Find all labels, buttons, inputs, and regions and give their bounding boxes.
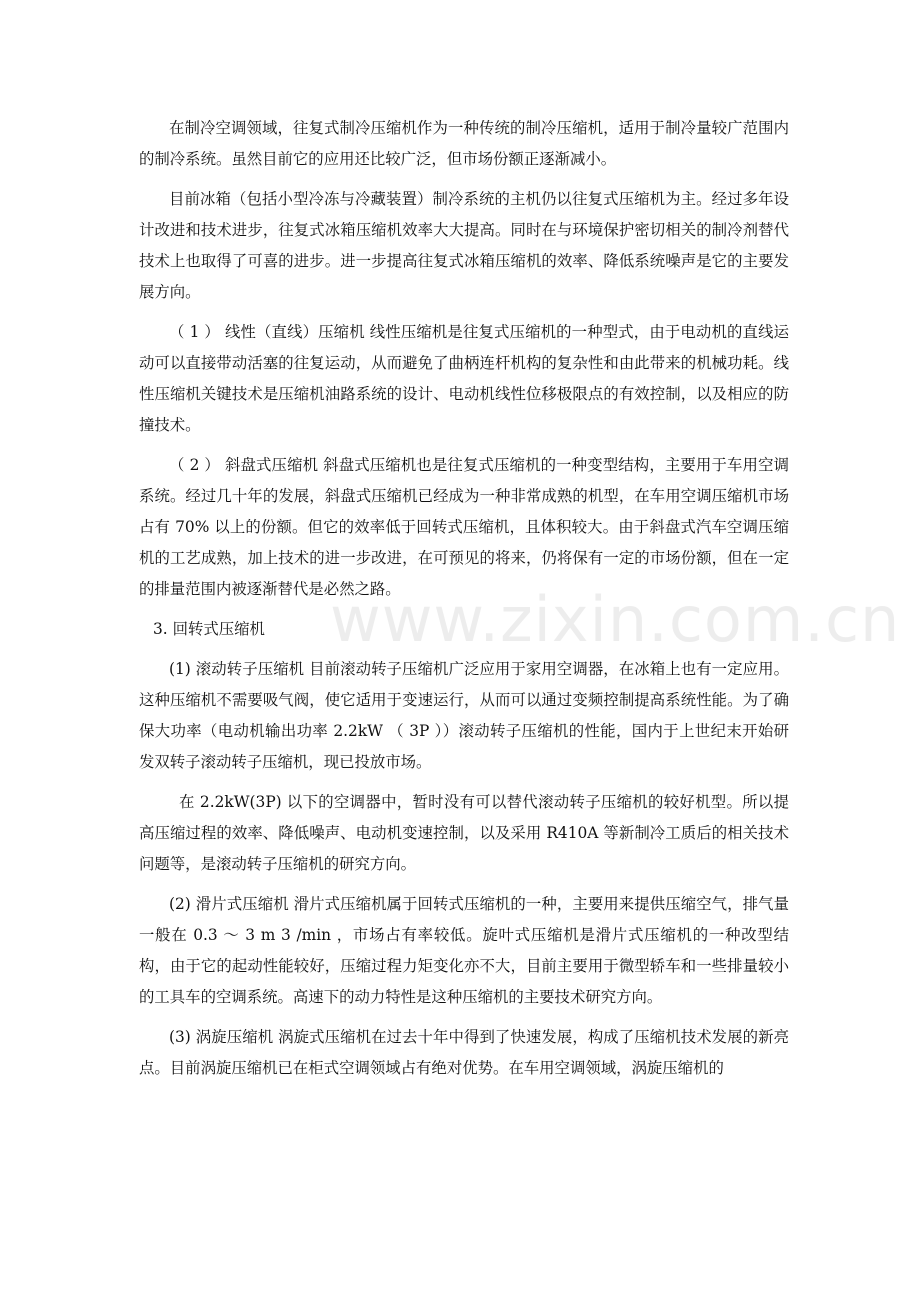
paragraph-linear-compressor: （ 1 ） 线性（直线）压缩机 线性压缩机是往复式压缩机的一种型式，由于电动机的直线运动可以直接带动活塞的往复运动，从而避免了曲柄连杆机构的复杂性和由此带来的机械功耗。线性压缩机关键技术是压缩机油路系统的设计、电动机线性位移极限点的有效控制，以及相应的防撞技术。 (139, 323, 789, 434)
document-body (139, 113, 789, 1093)
paragraph-refrigerator-compressor: 目前冰箱（包括小型冷冻与冷藏装置）制冷系统的主机仍以往复式压缩机为主。经过多年设计改进和技术进步，往复式冰箱压缩机效率大大提高。同时在与环境保护密切相关的制冷剂替代技术上也取得了可喜的进步。进一步提高往复式冰箱压缩机的效率、降低系统噪声是它的主要发展方向。 (139, 190, 789, 301)
paragraph-swash-plate-compressor: （ 2 ） 斜盘式压缩机 斜盘式压缩机也是往复式压缩机的一种变型结构，主要用于车用空调系统。经过几十年的发展，斜盘式压缩机已经成为一种非常成熟的机型，在车用空调压缩机市场占有 70% 以上的份额。但它的效率低于回转式压缩机，且体积较大。由于斜盘式汽车空调压缩机的工艺成熟，加上技术的进一步改进，在可预见的将来，仍将保有一定的市场份额，但在一定的排量范围内被逐渐替代是必然之路。 (139, 456, 789, 598)
paragraph-rolling-rotor-research: 在 2.2kW(3P) 以下的空调器中，暂时没有可以替代滚动转子压缩机的较好机型。所以提高压缩过程的效率、降低噪声、电动机变速控制，以及采用 R410A 等新制冷工质后的相关技术问题等，是滚动转子压缩机的研究方向。 (139, 793, 789, 873)
paragraph-rolling-rotor-compressor: (1) 滚动转子压缩机 目前滚动转子压缩机广泛应用于家用空调器，在冰箱上也有一定应用。这种压缩机不需要吸气阀，使它适用于变速运行，从而可以通过变频控制提高系统性能。为了确保大功率（电动机输出功率 2.2kW （ 3P ））滚动转子压缩机的性能，国内于上世纪末开始研发双转子滚动转子压缩机，现已投放市场。 (139, 660, 789, 771)
watermark: www.zixin.com.cn (330, 583, 901, 656)
paragraph-scroll-compressor: (3) 涡旋压缩机 涡旋式压缩机在过去十年中得到了快速发展，构成了压缩机技术发展的新亮点。目前涡旋压缩机已在柜式空调领域占有绝对优势。在车用空调领域，涡旋压缩机的 (139, 1028, 789, 1077)
paragraph-sliding-vane-compressor: (2) 滑片式压缩机 滑片式压缩机属于回转式压缩机的一种，主要用来提供压缩空气，排气量一般在 0.3 ～ 3 m 3 /min ，市场占有率较低。旋叶式压缩机是滑片式压缩机的一种改型结构，由于它的起动性能较好，压缩过程力矩变化亦不大，目前主要用于微型轿车和一些排量较小的工具车的空调系统。高速下的动力特性是这种压缩机的主要技术研究方向。 (139, 895, 789, 1006)
section-heading-rotary-compressor: 3. 回转式压缩机 (153, 620, 265, 638)
paragraph-reciprocating-intro: 在制冷空调领域，往复式制冷压缩机作为一种传统的制冷压缩机，适用于制冷量较广范围内的制冷系统。虽然目前它的应用还比较广泛，但市场份额正逐渐减小。 (139, 119, 789, 168)
